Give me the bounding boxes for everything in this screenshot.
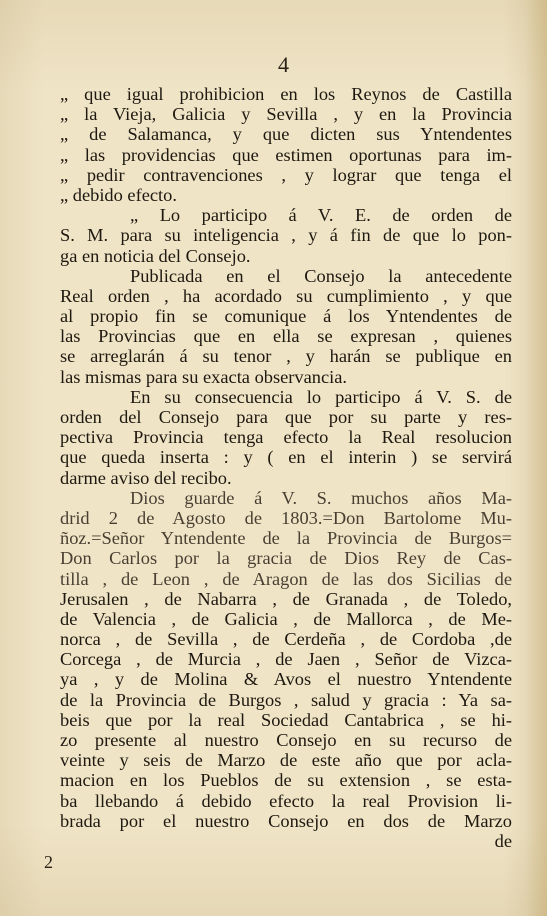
text-line: ñoz.=Señor Yntendente de la Provincia de Burgos= bbox=[60, 528, 512, 549]
text-line: macion en los Pueblos de su extension , se esta- bbox=[60, 770, 512, 791]
text-line: beis que por la real Sociedad Cantabrica , se hi- bbox=[60, 709, 512, 730]
text-line: tilla , de Leon , de Aragon de las dos Sicilias de bbox=[60, 568, 512, 589]
signature-mark: 2 bbox=[44, 852, 53, 872]
text-line: Don Carlos por la gracia de Dios Rey de Cas- bbox=[60, 548, 512, 569]
text-line: S. M. para su inteligencia , y á fin de que lo pon- bbox=[60, 225, 512, 246]
text-line: se arreglarán á su tenor , y harán se publique en bbox=[60, 346, 512, 367]
text-line: zo presente al nuestro Consejo en su recurso de bbox=[60, 730, 512, 750]
text-line: „ que igual prohibicion en los Reynos de Castilla bbox=[60, 84, 512, 104]
text-line: brada por el nuestro Consejo en dos de Marzo bbox=[60, 810, 512, 831]
text-line: „ de Salamanca, y que dicten sus Yntendentes bbox=[60, 124, 512, 145]
text-line: de Valencia , de Galicia , de Mallorca , de Me- bbox=[60, 608, 512, 629]
text-line: de la Provincia de Burgos , salud y gracia : Ya sa- bbox=[60, 689, 512, 710]
text-line: Jerusalen , de Nabarra , de Granada , de Toledo, bbox=[60, 588, 512, 609]
text-line: pectiva Provincia tenga efecto la Real resolucion bbox=[60, 427, 512, 448]
text-line: las Provincias que en ella se expresan , quienes bbox=[60, 326, 512, 347]
text-line: ya , y de Molina & Avos el nuestro Yntendente bbox=[60, 669, 512, 690]
text-line: orden del Consejo para que por su parte y res- bbox=[60, 407, 512, 427]
text-line: En su consecuencia lo participo á V. S. de bbox=[130, 386, 512, 407]
text-line: „ pedir contravenciones , y lograr que tenga el bbox=[60, 164, 512, 185]
text-line: las mismas para su exacta observancia. bbox=[60, 366, 347, 387]
text-line: darme aviso del recibo. bbox=[60, 467, 232, 488]
text-line: „ la Vieja, Galicia y Sevilla , y en la Provincia bbox=[60, 104, 512, 125]
text-line: ga en noticia del Consejo. bbox=[60, 245, 251, 266]
text-line: veinte y seis de Marzo de este año que por acla- bbox=[60, 750, 512, 771]
text-line: „ Lo participo á V. E. de orden de bbox=[130, 205, 512, 226]
text-line: ba llebando á debido efecto la real Provision li- bbox=[60, 790, 512, 811]
text-line: Publicada en el Consejo la antecedente bbox=[130, 265, 512, 286]
text-line: „ las providencias que estimen oportunas para im- bbox=[60, 144, 512, 165]
text-line: Dios guarde á V. S. muchos años Ma- bbox=[130, 487, 512, 508]
body-text bbox=[60, 84, 512, 851]
text-line: que queda inserta : y ( en el interin ) se servirá bbox=[60, 447, 512, 468]
catchword: de bbox=[494, 830, 512, 851]
text-line: drid 2 de Agosto de 1803.=Don Bartolome Mu- bbox=[60, 507, 512, 528]
text-line: norca , de Sevilla , de Cerdeña , de Cordoba ,de bbox=[60, 629, 512, 650]
text-line: Real orden , ha acordado su cumplimiento , y que bbox=[60, 285, 512, 306]
text-line: Corcega , de Murcia , de Jaen , Señor de Vizca- bbox=[60, 649, 512, 670]
text-line: al propio fin se comunique á los Yntendentes de bbox=[60, 306, 512, 327]
page-number: 4 bbox=[278, 52, 289, 77]
text-line: „ debido efecto. bbox=[60, 184, 177, 205]
